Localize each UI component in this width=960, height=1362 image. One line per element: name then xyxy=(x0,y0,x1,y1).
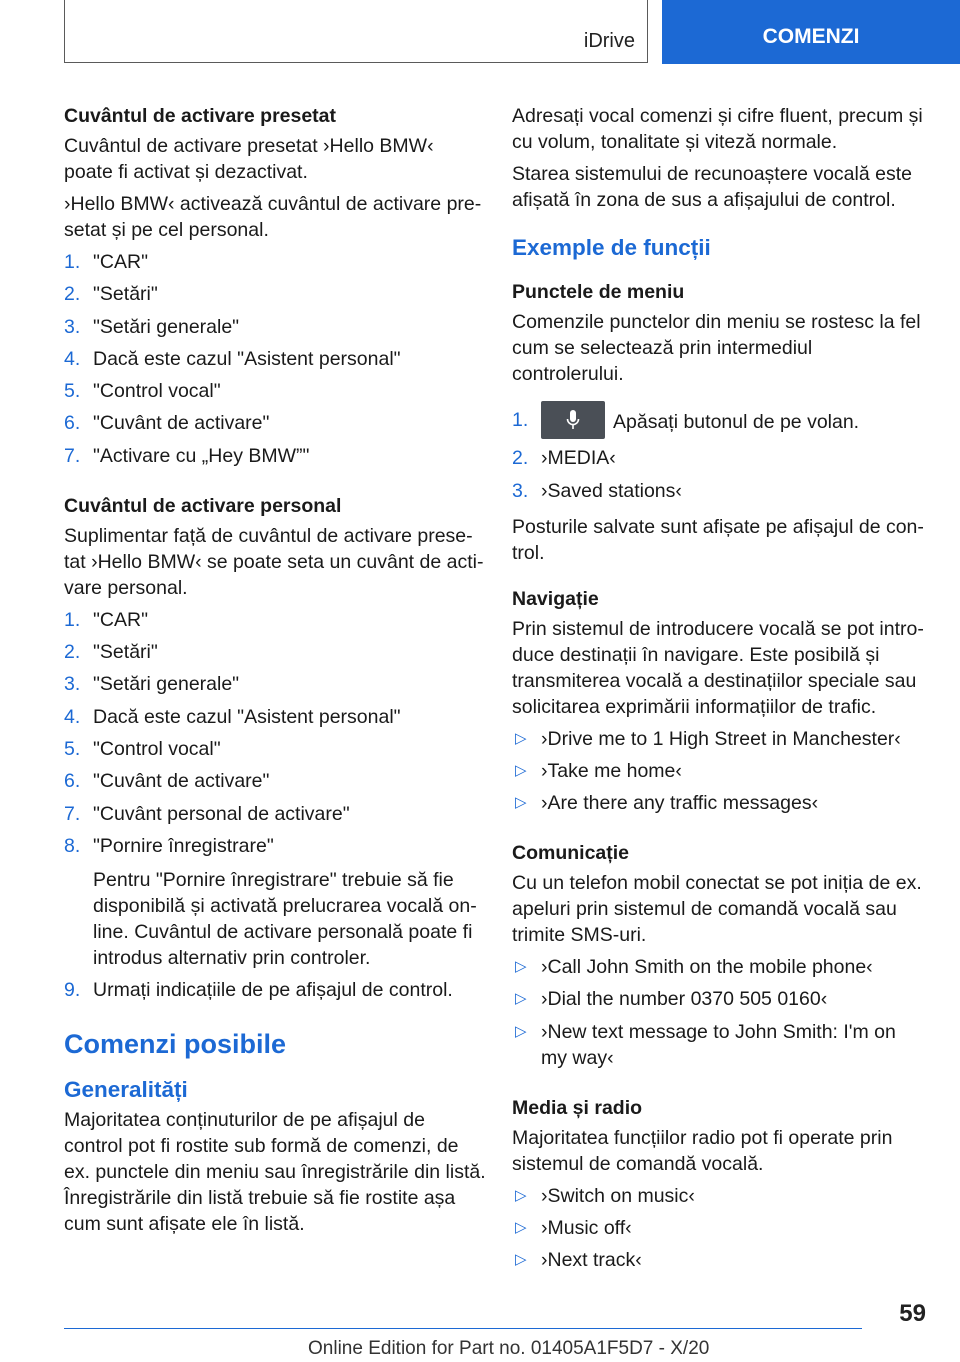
list-item xyxy=(64,378,486,404)
list-item xyxy=(64,736,486,762)
step-text: "Cuvânt de activare" xyxy=(93,412,270,435)
list-item xyxy=(512,1247,924,1273)
step-number: 5. xyxy=(64,737,81,760)
personal-heading: Cuvântul de activare personal xyxy=(64,494,342,517)
navigation-examples-list xyxy=(512,726,924,817)
list-item xyxy=(64,704,486,730)
list-item xyxy=(64,443,486,469)
list-item xyxy=(512,954,924,980)
triangle-right-icon: ▷ xyxy=(515,1219,527,1237)
list-item xyxy=(64,801,486,827)
intro-paragraph-2: Starea sistemului de recunoaștere vocală este afișată în zona de sus a afișajului de control. xyxy=(512,163,912,211)
subsection-heading-general: Generalități xyxy=(64,1076,188,1102)
step-number: 9. xyxy=(64,978,81,1001)
step-text: Dacă este cazul "Asistent personal" xyxy=(93,705,401,728)
step-text: Apăsați butonul de pe volan. xyxy=(613,411,860,434)
step-number: 1. xyxy=(64,251,81,273)
list-item xyxy=(64,410,486,436)
step-text: Dacă este cazul "Asistent personal" xyxy=(93,347,401,370)
example-text: ›Switch on music‹ xyxy=(541,1184,695,1207)
media-heading: Media și radio xyxy=(512,1096,643,1119)
step-number: 3. xyxy=(64,315,81,338)
list-item xyxy=(512,758,924,784)
triangle-right-icon: ▷ xyxy=(515,794,527,812)
communication-examples-list xyxy=(512,954,924,1071)
list-item xyxy=(64,768,486,794)
step-number: 4. xyxy=(64,705,81,728)
list-item xyxy=(512,986,924,1012)
preset-paragraph-2: ›Hello BMW‹ activează cuvântul de activare presetat și pe cel personal. xyxy=(64,193,482,241)
header-frame xyxy=(64,0,648,63)
step-number: 2. xyxy=(512,447,529,470)
menu-heading: Punctele de meniu xyxy=(512,281,685,303)
example-text: ›Call John Smith on the mobile phone‹ xyxy=(541,956,873,979)
personal-paragraph: Suplimentar față de cuvântul de activare presetat ›Hello BMW‹ se poate seta un cuvânt de activare personal. xyxy=(64,524,484,599)
footer-divider xyxy=(64,1328,862,1329)
list-item xyxy=(64,977,486,1003)
step-text: "Cuvânt de activare" xyxy=(93,770,270,793)
step-text: "Setări" xyxy=(93,641,158,664)
example-text: ›Take me home‹ xyxy=(541,759,682,782)
step-number: 7. xyxy=(64,802,81,825)
list-item xyxy=(512,790,924,816)
recording-note: Pentru "Pornire înregistrare" trebuie să fie disponibilă și activată prelucrarea vocală online. Cuvântul de activare personală poate fi introdus alternativ prin controler. xyxy=(93,868,477,969)
list-item xyxy=(64,314,486,340)
list-item xyxy=(64,671,486,697)
step-text: "Setări generale" xyxy=(93,673,240,696)
step-number: 1. xyxy=(512,409,529,431)
step-number: 2. xyxy=(64,641,81,664)
right-column xyxy=(512,103,924,1283)
list-item xyxy=(512,1215,924,1241)
example-text: ›Music off‹ xyxy=(541,1217,632,1240)
menu-paragraph: Comenzile punctelor din meniu se rostesc la fel cum se selectează prin intermediul controlerului. xyxy=(512,311,921,385)
step-number: 3. xyxy=(64,673,81,696)
list-item xyxy=(512,1183,924,1209)
step-number: 1. xyxy=(64,608,81,631)
list-item xyxy=(512,445,924,471)
step-text: "CAR" xyxy=(93,608,149,631)
example-text: ›Drive me to 1 High Street in Manchester‹ xyxy=(541,727,901,750)
step-text: ›MEDIA‹ xyxy=(541,447,616,470)
general-paragraph: Majoritatea conținuturilor de pe afișajul de control pot fi rostite sub formă de comenzi, de ex. punctele din meniu sau înregistrările din listă. Înregistrările din listă trebuie să fie rostite așa cum sunt afișate ele în listă. xyxy=(64,1108,486,1235)
step-number: 5. xyxy=(64,380,81,403)
list-item xyxy=(64,281,486,307)
subsection-heading-examples: Exemple de funcții xyxy=(512,235,711,260)
triangle-right-icon: ▷ xyxy=(515,1251,527,1269)
navigation-paragraph: Prin sistemul de introducere vocală se pot introduce destinații în navigare. Este posibilă și transmiterea vocală a destinațiilor speciale sau solicitarea exprimării informațiilor de trafic. xyxy=(512,617,924,718)
list-item xyxy=(64,249,486,275)
example-text: ›New text message to John Smith: I'm on my way‹ xyxy=(541,1020,896,1069)
triangle-right-icon: ▷ xyxy=(515,990,527,1008)
triangle-right-icon: ▷ xyxy=(515,761,527,779)
list-item xyxy=(512,1019,924,1071)
step-text: "Cuvânt personal de activare" xyxy=(93,802,350,825)
header-section-title: iDrive xyxy=(583,30,635,52)
preset-steps-list xyxy=(64,249,486,469)
footer-edition: Online Edition for Part no. 01405A1F5D7 - X/20 xyxy=(308,1338,710,1359)
step-number: 7. xyxy=(64,444,81,467)
step-number: 6. xyxy=(64,412,81,435)
step-text: "CAR" xyxy=(93,251,149,273)
triangle-right-icon: ▷ xyxy=(515,729,527,747)
personal-steps-list-end xyxy=(64,977,486,1003)
microphone-icon xyxy=(541,401,605,439)
triangle-right-icon: ▷ xyxy=(515,1022,527,1040)
step-text: "Activare cu „Hey BMW”" xyxy=(93,444,310,467)
list-item xyxy=(64,833,486,859)
example-text: ›Are there any traffic messages‹ xyxy=(541,792,819,815)
step-text: "Control vocal" xyxy=(93,737,221,760)
preset-paragraph-1: Cuvântul de activare presetat ›Hello BMW‹ poate fi activat și dezactivat. xyxy=(64,135,434,183)
step-text: Urmați indicațiile de pe afișajul de control. xyxy=(93,978,453,1001)
step-number: 6. xyxy=(64,770,81,793)
media-examples-list xyxy=(512,1183,924,1274)
section-heading-commands: Comenzi posibile xyxy=(64,1028,287,1059)
media-paragraph: Majoritatea funcțiilor radio pot fi operate prin sistemul de comandă vocală. xyxy=(512,1126,893,1175)
intro-paragraph-1: Adresați vocal comenzi și cifre fluent, precum și cu volum, tonalitate și viteză normale. xyxy=(512,105,923,153)
list-item xyxy=(512,407,924,439)
step-text: "Setări generale" xyxy=(93,315,240,338)
communication-heading: Comunicație xyxy=(512,842,630,865)
list-item xyxy=(64,639,486,665)
list-item xyxy=(512,478,924,504)
list-item xyxy=(64,346,486,372)
page-number: 59 xyxy=(899,1300,926,1327)
step-number: 3. xyxy=(512,479,529,502)
header-chapter-tab: COMENZI xyxy=(662,0,960,64)
step-number: 2. xyxy=(64,283,81,306)
menu-after-paragraph: Posturile salvate sunt afișate pe afișajul de control. xyxy=(512,515,924,564)
step-text: "Pornire înregistrare" xyxy=(93,834,274,857)
list-item xyxy=(64,607,486,633)
menu-steps-list xyxy=(512,407,924,504)
preset-heading: Cuvântul de activare presetat xyxy=(64,105,337,127)
step-text: ›Saved stations‹ xyxy=(541,479,682,502)
triangle-right-icon: ▷ xyxy=(515,1186,527,1204)
step-number: 8. xyxy=(64,834,81,857)
step-text: "Setări" xyxy=(93,283,158,306)
list-item xyxy=(512,726,924,752)
triangle-right-icon: ▷ xyxy=(515,958,527,976)
step-text: "Control vocal" xyxy=(93,380,221,403)
communication-paragraph: Cu un telefon mobil conectat se pot iniția de ex. apeluri prin sistemul de comandă vocală sau trimite SMS-uri. xyxy=(512,872,922,947)
example-text: ›Next track‹ xyxy=(541,1249,642,1272)
left-column xyxy=(64,103,486,1243)
step-number: 4. xyxy=(64,347,81,370)
example-text: ›Dial the number 0370 505 0160‹ xyxy=(541,988,828,1011)
personal-steps-list xyxy=(64,607,486,859)
navigation-heading: Navigație xyxy=(512,587,599,610)
